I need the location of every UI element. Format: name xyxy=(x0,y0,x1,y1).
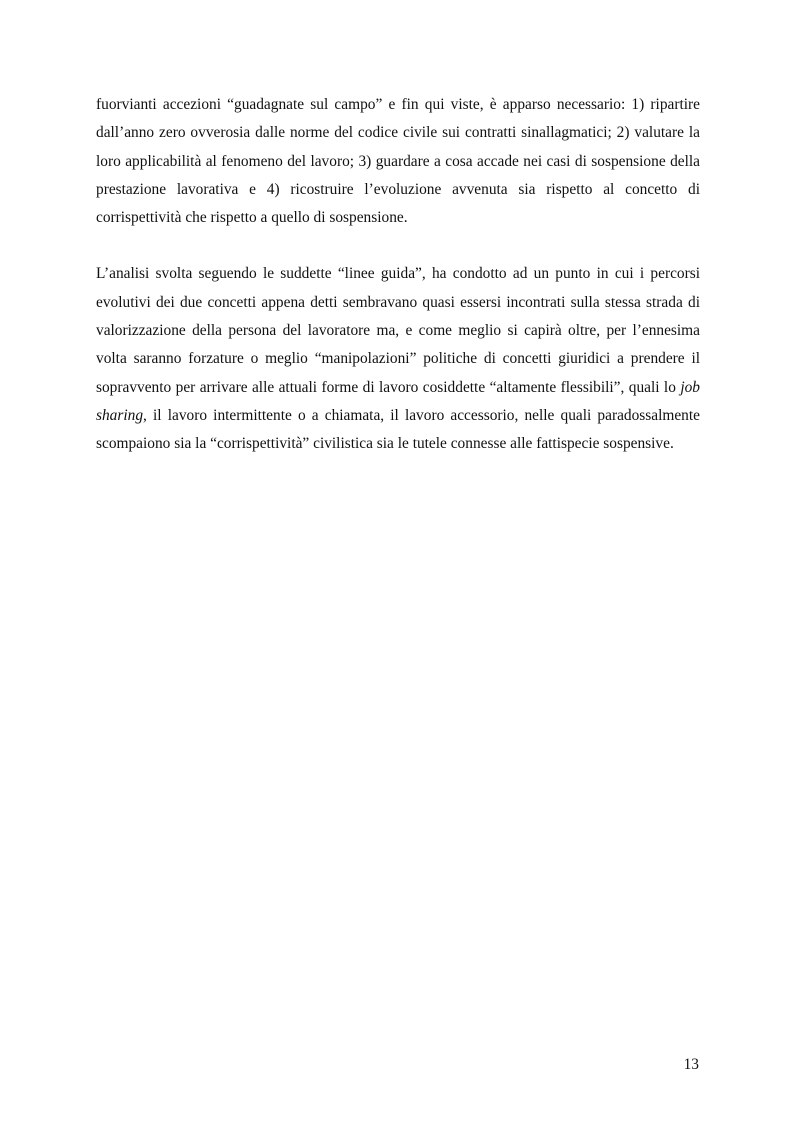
page-number: 13 xyxy=(683,1056,699,1073)
paragraph-1-text: fuorvianti accezioni “guadagnate sul campo” e fin qui viste, è apparso necessario: 1) ripartire dall’anno zero ovverosia dalle norme del codice civile sui contratti sinallagmatici; 2) valutare la loro applicabilità al fenomeno del lavoro; 3) guardare a cosa accade nei casi di sospensione della prestazione lavorativa e 4) ricostruire l’evoluzione avvenuta sia rispetto al concetto di corrispettività che rispetto a quello di sospensione. xyxy=(96,96,700,227)
body-text xyxy=(96,91,700,459)
job-sharing-term: job sharing xyxy=(96,378,700,424)
paragraph-2-text-end: , il lavoro intermittente o a chiamata, il lavoro accessorio, nelle quali paradossalmente scompaiono sia la “corrispettività” civilistica sia le tutele connesse alle fattispecie sospensive. xyxy=(96,406,700,453)
paragraph-1 xyxy=(96,91,700,232)
paragraph-2 xyxy=(96,260,700,458)
paragraph-2-text-start: L’analisi svolta seguendo le suddette “linee guida”, ha condotto ad un punto in cui i percorsi evolutivi dei due concetti appena detti sembravano quasi essersi incontrati sulla stessa strada di valorizzazione della persona del lavoratore ma, e come meglio si capirà oltre, per l’ennesima volta saranno forzature o meglio “manipolazioni” politiche di concetti giuridici a prendere il sopravvento per arrivare alle attuali forme di lavoro cosiddette “altamente flessibili”, quali lo xyxy=(96,265,700,396)
